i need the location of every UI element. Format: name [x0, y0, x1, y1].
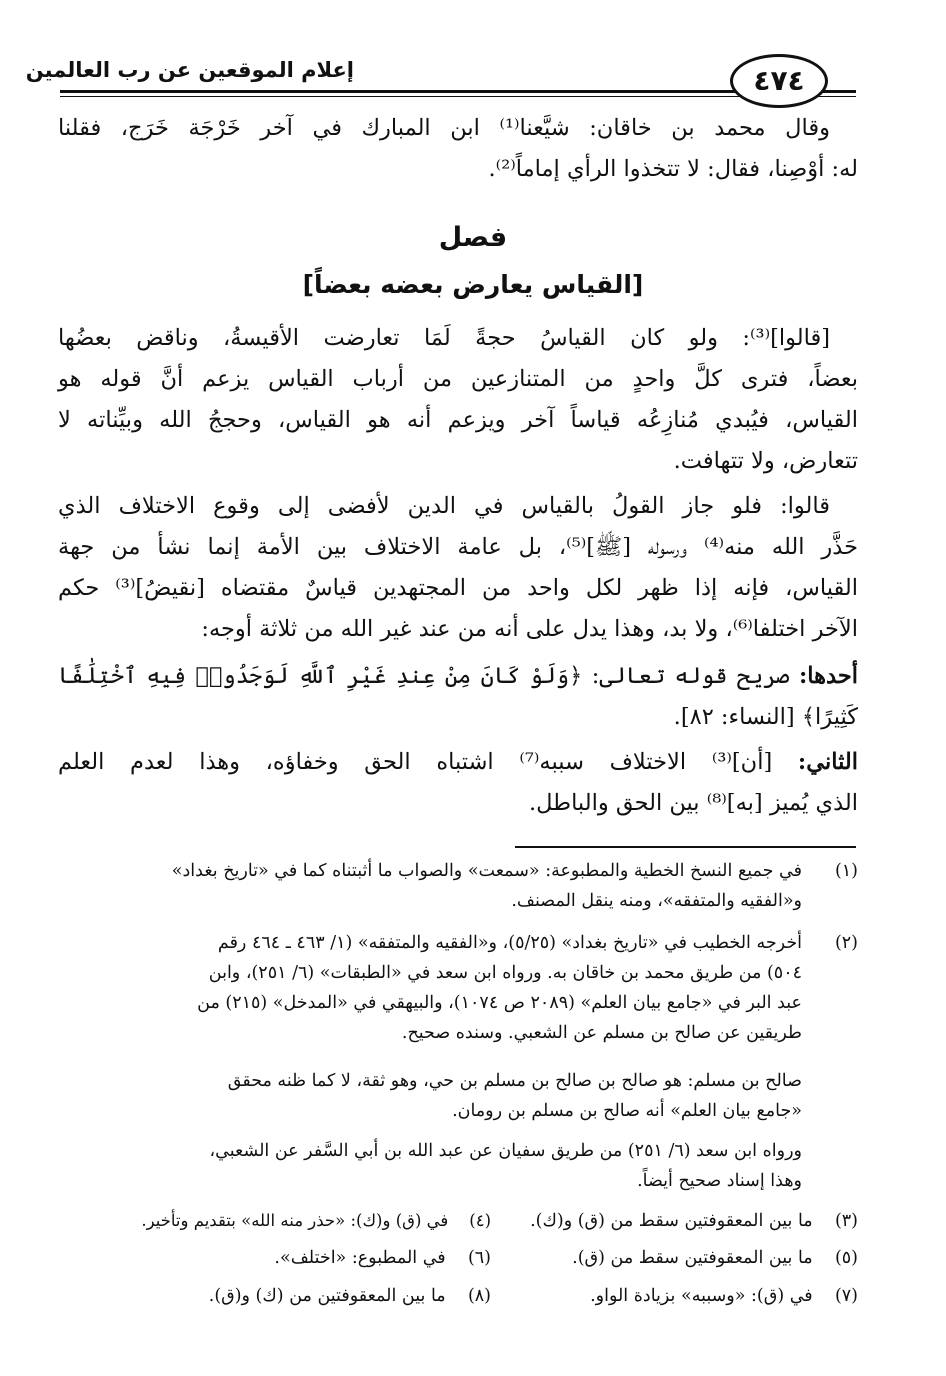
footnote-line: في جميع النسخ الخطية والمطبوعة: «سمعت» والصواب ما أثبتناه كما في «تاريخ بغداد» [171, 861, 802, 881]
footnote-5 [572, 1243, 858, 1273]
text-line: الآخر اختلفا⁽⁶⁾، ولا بد، وهذا يدل على أنه من عند غير الله من ثلاثة أوجه: [201, 616, 858, 642]
footnote-line: ٥٠٤) من طريق محمد بن خاقان به. ورواه ابن سعد في «الطبقات» (٦/ ٢٥١)، وابن [208, 963, 802, 983]
footnote-2-continuation [58, 1066, 858, 1126]
footnote-3 [530, 1206, 858, 1236]
footnote-line: أخرجه الخطيب في «تاريخ بغداد» (٥/٢٥)، و«الفقيه والمتفقه» (١/ ٤٦٣ ـ ٤٦٤ رقم [217, 933, 802, 953]
point-label: أحدها: [799, 663, 858, 689]
footnote-text: ما بين المعقوفتين سقط من (ق). [572, 1248, 813, 1268]
text-line: القياس، فإنه إذا ظهر لكل واحد من المجتهدين قياسٌ مقتضاه [نقيضُ]⁽³⁾ حكم [58, 575, 858, 601]
text-line [58, 742, 858, 783]
text-line: حَذَّر الله منه⁽⁴⁾ ورسوله [ﷺ]⁽⁵⁾، بل عامة الاختلاف بين الأمة إنما نشأ من جهة [58, 534, 859, 560]
footnote-number: (٤) [469, 1211, 491, 1230]
paragraph-3 [58, 486, 858, 650]
paragraph-2 [58, 318, 858, 482]
text-line-content: [أن]⁽³⁾ الاختلاف سببه⁽⁷⁾ اشتباه الحق وخفاؤه، وهذا لعدم العلم [58, 749, 773, 775]
section-title: فصل [438, 222, 508, 253]
point-label: الثاني: [797, 749, 858, 775]
footnote-number: (٥) [834, 1248, 858, 1268]
header-rule-thin [60, 96, 856, 97]
footnote-number: (٦) [467, 1248, 491, 1268]
text-line [58, 318, 858, 359]
footnote-number: (٨) [467, 1286, 491, 1306]
footnote-8 [209, 1281, 491, 1311]
footnote-number: (٧) [834, 1286, 858, 1306]
text-line: له: أوْصِنا، فقال: لا تتخذوا الرأي إماماً⁽²⁾. [488, 156, 858, 182]
text-line: تتعارض، ولا تتهافت. [673, 448, 858, 474]
text-line-content: [قالوا]⁽³⁾: ولو كان القياسُ حجةً لَمَا تعارضت الأقيسةُ، وناقض بعضُها [58, 325, 830, 351]
footnote-text: ما بين المعقوفتين سقط من (ق) و(ك). [530, 1211, 813, 1231]
footnote-line: «جامع بيان العلم» أنه صالح بن مسلم بن رومان. [452, 1101, 802, 1121]
text-line-content: قالوا: فلو جاز القولُ بالقياس في الدين لأفضى إلى وقوع الاختلاف الذي [58, 493, 830, 519]
footnote-line: صالح بن مسلم: هو صالح بن صالح بن مسلم بن حي، وهو ثقة، لا كما ظنه محقق [227, 1071, 802, 1091]
footnote-2 [58, 928, 858, 1048]
footnote-line: و«الفقيه والمتفقه»، ومنه ينقل المصنف. [511, 891, 802, 911]
footnote-text: في المطبوع: «اختلف». [274, 1248, 446, 1268]
text-line: بعضاً، فترى كلَّ واحدٍ من المتنازعين من أرباب القياس يزعم أنَّ قوله هو [58, 366, 858, 392]
text-line: القياس، فيُبدي مُنازِعُه قياساً آخر ويزعم أنه هو القياس، وحججُ الله وبيِّناته لا [58, 407, 858, 433]
page-number: ٤٧٤ [730, 54, 828, 108]
footnote-2-continuation-2 [58, 1136, 858, 1196]
footnote-text: في (ق) و(ك): «حذر منه الله» بتقديم وتأخير. [141, 1211, 449, 1230]
footnote-line: وهذا إسناد صحيح أيضاً. [637, 1171, 802, 1191]
footnote-line: ورواه ابن سعد (٦/ ٢٥١) من طريق سفيان عن عبد الله بن أبي السَّفر عن الشعبي، [209, 1141, 802, 1161]
footnote-text: في (ق): «وسببه» بزيادة الواو. [590, 1286, 813, 1306]
text-line [58, 486, 858, 527]
footnote-7 [590, 1281, 858, 1311]
footnote-1 [58, 856, 858, 916]
running-header-title: إعلام الموقعين عن رب العالمين [25, 58, 354, 82]
text-line: كَثِيرًا﴾ [النساء: ٨٢]. [673, 704, 858, 730]
footnote-6 [274, 1243, 491, 1273]
paragraph-1 [58, 108, 858, 190]
text-line: الذي يُميز [به]⁽⁸⁾ بين الحق والباطل. [528, 790, 858, 816]
footnote-text: ما بين المعقوفتين من (ك) و(ق). [208, 1286, 446, 1306]
footnote-number: (٣) [834, 1211, 858, 1231]
section-subtitle: [القياس يعارض بعضه بعضاً] [302, 270, 644, 299]
text-line [58, 656, 858, 697]
footnote-number: (١) [834, 861, 858, 881]
text-line [58, 108, 858, 149]
footnote-line: عبد البر في «جامع بيان العلم» (٢٠٨٩ ص ١٠٧٤)، والبيهقي في «المدخل» (٢١٥) من [197, 993, 802, 1013]
footnote-separator [515, 846, 856, 848]
footnote-4 [141, 1206, 491, 1236]
text-line-content: وقال محمد بن خاقان: شيَّعنا⁽¹⁾ ابن المبارك في آخر خَرْجَة خَرَج، فقلنا [58, 115, 830, 141]
footnote-number: (٢) [834, 933, 858, 953]
footnote-line: طريقين عن صالح بن مسلم عن الشعبي. وسنده صحيح. [401, 1023, 802, 1043]
paragraph-5 [58, 742, 858, 824]
quran-verse: صريح قوله تعالى: ﴿وَلَوْ كَانَ مِنْ عِندِ غَيْرِ ٱللَّهِ لَوَجَدُوا۟ فِيهِ ٱخْتِلَٰفًا [58, 663, 790, 689]
paragraph-4 [58, 656, 858, 738]
